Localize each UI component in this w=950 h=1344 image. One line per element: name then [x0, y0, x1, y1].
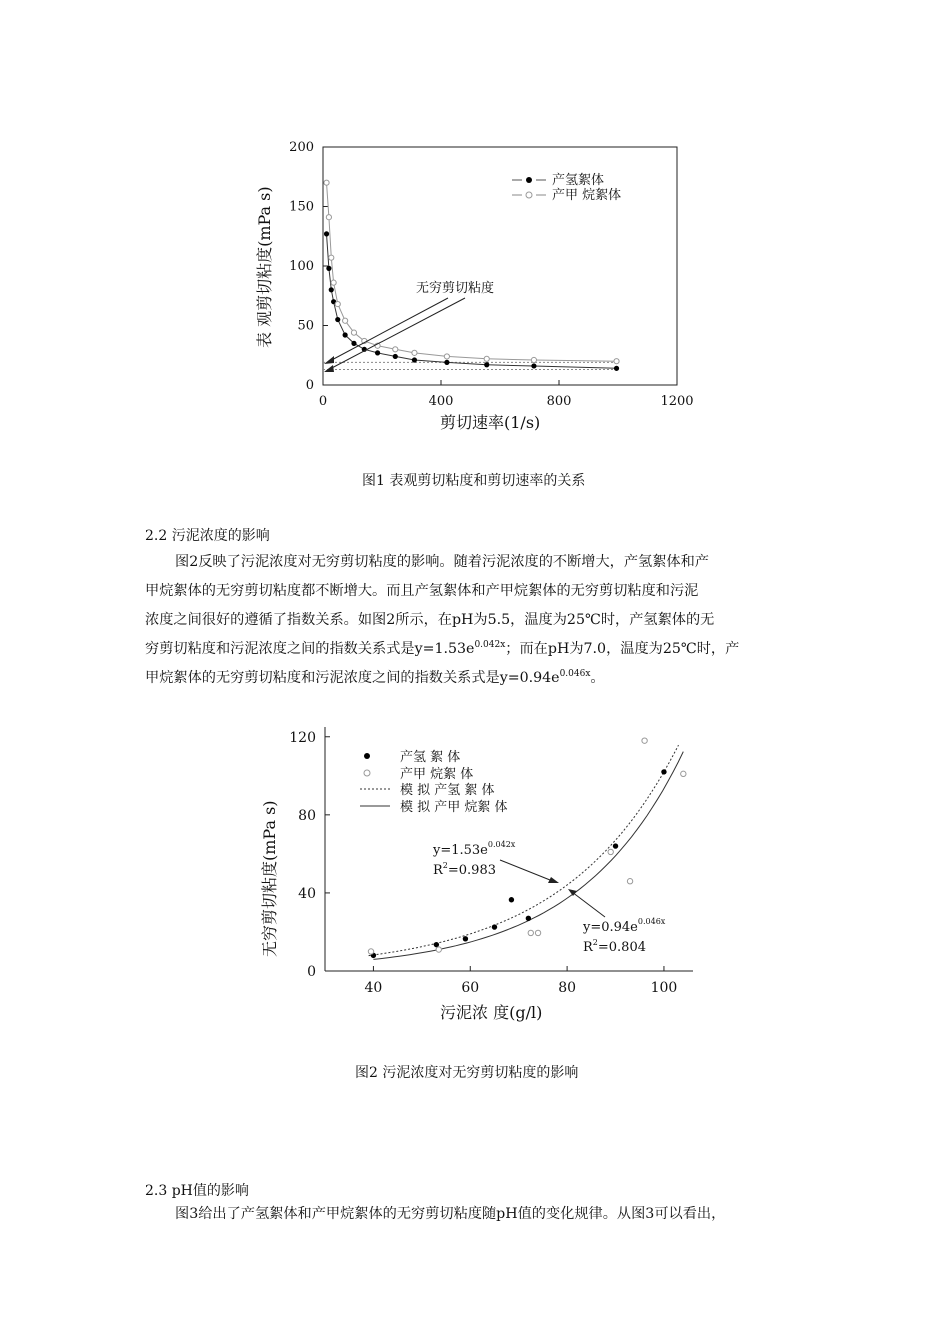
paragraph-line-5: 甲烷絮体的无穷剪切粘度和污泥浓度之间的指数关系式是$y=0.94e^{0.046x}$。 — [145, 669, 605, 686]
annotation-arrowhead-2 — [324, 365, 334, 372]
data-point-hydrogen — [351, 341, 356, 346]
data-point-methane — [681, 771, 686, 776]
data-point-hydrogen — [393, 354, 398, 359]
legend-label-fit-hydrogen: 模 拟 产氢 絮 体 — [400, 783, 495, 798]
x-tick-label: 100 — [650, 980, 678, 996]
data-point-hydrogen — [531, 363, 536, 368]
data-point-hydrogen — [484, 362, 489, 367]
data-point-methane — [608, 849, 613, 854]
figure-2-chart — [250, 722, 710, 1032]
annotation-arrow-2 — [328, 298, 465, 370]
legend-label-hydrogen: 产氢絮体 — [552, 173, 605, 188]
figure-2-x-label: 污泥浓 度(g/l) — [440, 1003, 543, 1022]
series-line — [327, 183, 617, 362]
data-point-hydrogen — [343, 332, 348, 337]
data-point-methane — [614, 359, 619, 364]
data-point-methane — [326, 215, 331, 220]
data-point-hydrogen — [412, 357, 417, 362]
y-tick-label: 50 — [297, 318, 314, 334]
paragraph-line-1: 图3给出了产氢絮体和产甲烷絮体的无穷剪切粘度随pH值的变化规律。从图3可以看出， — [175, 1206, 726, 1222]
figure-1-x-label: 剪切速率(1/s) — [440, 413, 541, 432]
section-2-3-heading: 2.3 pH值的影响 — [145, 1183, 249, 1199]
figure-2-caption: 图2 污泥浓度对无穷剪切粘度的影响 — [355, 1065, 579, 1081]
paragraph-line-2: 甲烷絮体的无穷剪切粘度都不断增大。而且产氢絮体和产甲烷絮体的无穷剪切粘度和污泥 — [145, 583, 699, 599]
figure-2-legend — [360, 749, 508, 815]
x-tick-label: 0 — [318, 394, 328, 409]
figure-1-legend — [512, 172, 621, 203]
y-tick-label: 80 — [298, 807, 316, 824]
y-tick-label: 100 — [289, 259, 314, 274]
data-point-methane — [331, 280, 336, 285]
data-point-methane — [393, 347, 398, 352]
data-point-methane — [528, 930, 533, 935]
legend-label-methane: 产甲 烷絮 体 — [400, 767, 474, 782]
data-point-methane — [324, 180, 329, 185]
x-tick-label: 1200 — [660, 394, 694, 409]
data-point-methane — [351, 330, 356, 335]
annotation-arrow-1 — [328, 298, 448, 362]
data-point-hydrogen — [335, 317, 340, 322]
figure-1-caption: 图1 表观剪切粘度和剪切速率的关系 — [362, 473, 586, 489]
legend-label-methane: 产甲 烷絮体 — [552, 188, 622, 203]
data-point-methane — [368, 949, 373, 954]
equation-hydrogen: $y=1.53e^{0.042x}$ — [433, 840, 516, 858]
equation-methane: $y=0.94e^{0.046x}$ — [583, 917, 666, 935]
data-point-hydrogen — [329, 287, 334, 292]
section-2-2-heading: 2.2 污泥浓度的影响 — [145, 528, 270, 544]
x-tick-label: 800 — [546, 394, 572, 409]
legend-marker-methane — [526, 192, 532, 198]
figure-2-y-label: 无穷剪切粘度(mPa s) — [260, 800, 279, 957]
arrow-methane — [572, 892, 605, 917]
y-tick-label: 150 — [289, 199, 314, 215]
paragraph-line-3: 浓度之间很好的遵循了指数关系。如图2所示，在pH为5.5，温度为25℃时，产氢絮体的无 — [145, 612, 715, 628]
data-point-methane — [343, 318, 348, 323]
legend-marker-methane — [364, 770, 370, 776]
annotation-arrowhead-1 — [324, 356, 334, 364]
data-point-hydrogen — [509, 897, 514, 902]
figure-1-y-label: 表 观剪切粘度(mPa s) — [255, 186, 274, 348]
figure-1-plot-frame — [323, 147, 677, 385]
r2-hydrogen: $R^2=0.983$ — [433, 861, 496, 878]
data-point-methane — [535, 930, 540, 935]
section-2-3-paragraph — [175, 1200, 725, 1229]
y-tick-label: 120 — [289, 729, 316, 746]
data-point-hydrogen — [444, 360, 449, 365]
data-point-methane — [484, 356, 489, 361]
data-point-hydrogen — [614, 366, 619, 371]
data-point-hydrogen — [326, 266, 331, 271]
annotation-infinite-viscosity: 无穷剪切粘度 — [416, 281, 495, 296]
paragraph-line-4: 穷剪切粘度和污泥浓度之间的指数关系式是$y=1.53e^{0.042x}$；而在pH为7.0，温度为25℃时，产 — [145, 640, 740, 657]
y-tick-label: 0 — [305, 378, 314, 393]
legend-label-fit-methane: 模 拟 产甲 烷絮 体 — [400, 800, 508, 815]
data-point-methane — [531, 357, 536, 362]
arrow-hydrogen — [500, 860, 555, 882]
data-point-methane — [436, 947, 441, 952]
data-point-methane — [627, 879, 632, 884]
y-tick-label: 40 — [298, 885, 316, 902]
x-tick-label: 80 — [558, 980, 577, 996]
x-tick-label: 40 — [364, 980, 383, 996]
x-tick-label: 60 — [461, 980, 480, 996]
data-point-methane — [412, 350, 417, 355]
legend-marker-hydrogen — [526, 177, 532, 183]
data-point-methane — [329, 255, 334, 260]
legend-label-hydrogen: 产氢 絮 体 — [400, 750, 461, 765]
arrowhead-hydrogen — [548, 877, 559, 883]
section-2-2-paragraph — [145, 548, 739, 693]
y-tick-label: 0 — [307, 964, 316, 980]
data-point-methane — [335, 301, 340, 306]
data-point-hydrogen — [324, 231, 329, 236]
data-point-hydrogen — [463, 936, 468, 941]
r2-methane: $R^2=0.804$ — [583, 938, 646, 955]
data-point-methane — [444, 354, 449, 359]
data-point-hydrogen — [661, 769, 666, 774]
data-point-hydrogen — [375, 350, 380, 355]
legend-marker-hydrogen — [364, 753, 370, 759]
data-point-methane — [642, 738, 647, 743]
data-point-hydrogen — [613, 843, 618, 848]
paragraph-line-1: 图2反映了污泥浓度对无穷剪切粘度的影响。随着污泥浓度的不断增大，产氢絮体和产 — [175, 554, 709, 570]
x-tick-label: 400 — [428, 394, 454, 409]
figure-1-chart — [240, 130, 710, 440]
data-point-hydrogen — [492, 924, 497, 929]
y-tick-label: 200 — [289, 140, 314, 155]
data-point-hydrogen — [526, 916, 531, 921]
